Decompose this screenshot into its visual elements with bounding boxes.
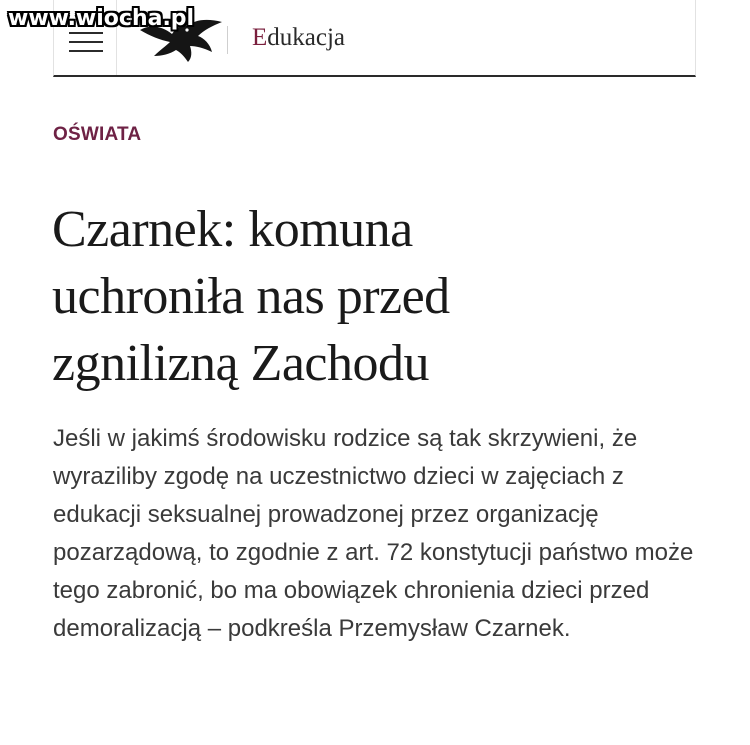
headline-line: zgnilizną Zachodu [52,335,430,392]
article-headline [52,196,672,397]
section-rest: dukacja [267,24,346,51]
section-initial: E [252,24,268,51]
category-label[interactable]: OŚWIATA [53,124,142,145]
hamburger-icon[interactable] [69,32,103,52]
headline-line: uchroniła nas przed [52,268,450,325]
header-divider [227,26,228,54]
section-title-link[interactable] [252,24,345,52]
watermark: www.wiocha.pl [8,6,195,31]
article-lead: Jeśli w jakimś środowisku rodzice są tak skrzywieni, że wyraziliby zgodę na uczestnictwo dzieci w zajęciach z edukacji seksualnej prowadzonej przez organizację pozarządową, to zgodnie z art. 72 konstytucji państwo może tego zabronić, bo ma obowiązek chronienia dzieci przed demoralizacją – podkreśla Przemysław Czarnek. [53,425,694,642]
headline-line: Czarnek: komuna [52,201,413,258]
